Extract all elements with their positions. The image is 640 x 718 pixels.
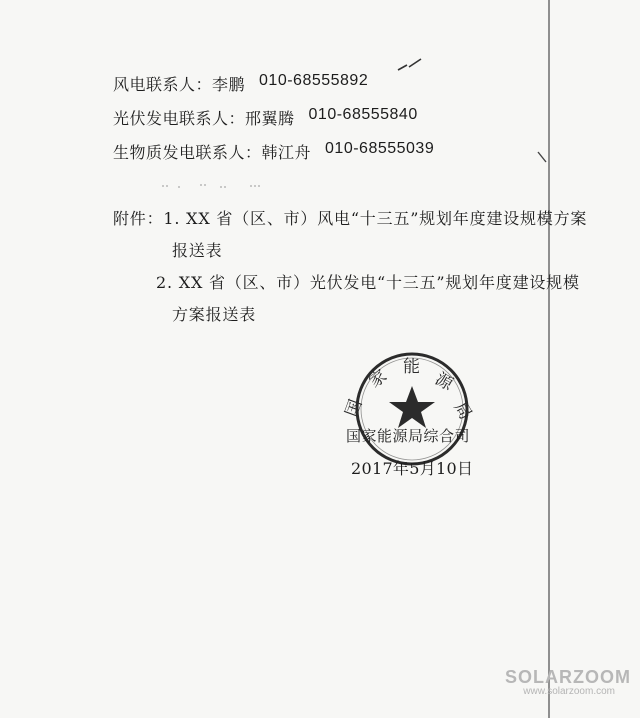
contact-label: 光伏发电联系人：邢翼腾: [113, 109, 295, 128]
page-edge-line: [548, 0, 550, 718]
svg-text:源: 源: [431, 369, 457, 395]
scan-mark: [395, 55, 425, 75]
attachment-prefix: 附件：: [113, 209, 164, 228]
contact-label: 生物质发电联系人：韩江舟: [113, 143, 312, 162]
contact-phone: 010-68555840: [308, 106, 418, 123]
official-seal: [341, 346, 478, 468]
contact-phone: 010-68555892: [259, 72, 369, 89]
watermark: [505, 667, 631, 697]
issuing-organization: 国家能源局综合司: [346, 427, 471, 445]
watermark-url: www.solarzoom.com: [523, 686, 615, 697]
scan-mark: [536, 150, 548, 164]
contact-line-biomass: [113, 140, 434, 163]
issue-date: 2017年5月10日: [351, 459, 474, 478]
attachment-item-1-line1: 1. XX 省（区、市）风电“十三五”规划年度建设规模方案: [163, 209, 588, 228]
svg-text:局: 局: [449, 398, 476, 424]
attachment-item-1: [113, 206, 587, 229]
svg-text:国: 国: [341, 396, 367, 420]
attachment-item-1-line2: 报送表: [172, 241, 223, 260]
svg-text:能: 能: [403, 357, 420, 377]
contact-label: 风电联系人：李鹏: [113, 75, 246, 94]
watermark-logo: SOLARZOOM: [505, 667, 631, 687]
attachment-item-2-line2: 方案报送表: [172, 305, 257, 324]
contact-line-pv: [113, 106, 418, 129]
contact-line-wind: [113, 72, 368, 95]
attachment-item-2: 2. XX 省（区、市）光伏发电“十三五”规划年度建设规模: [156, 273, 580, 292]
svg-text:家: 家: [365, 365, 391, 393]
contact-phone: 010-68555039: [325, 140, 435, 157]
scan-mark: [160, 180, 270, 192]
